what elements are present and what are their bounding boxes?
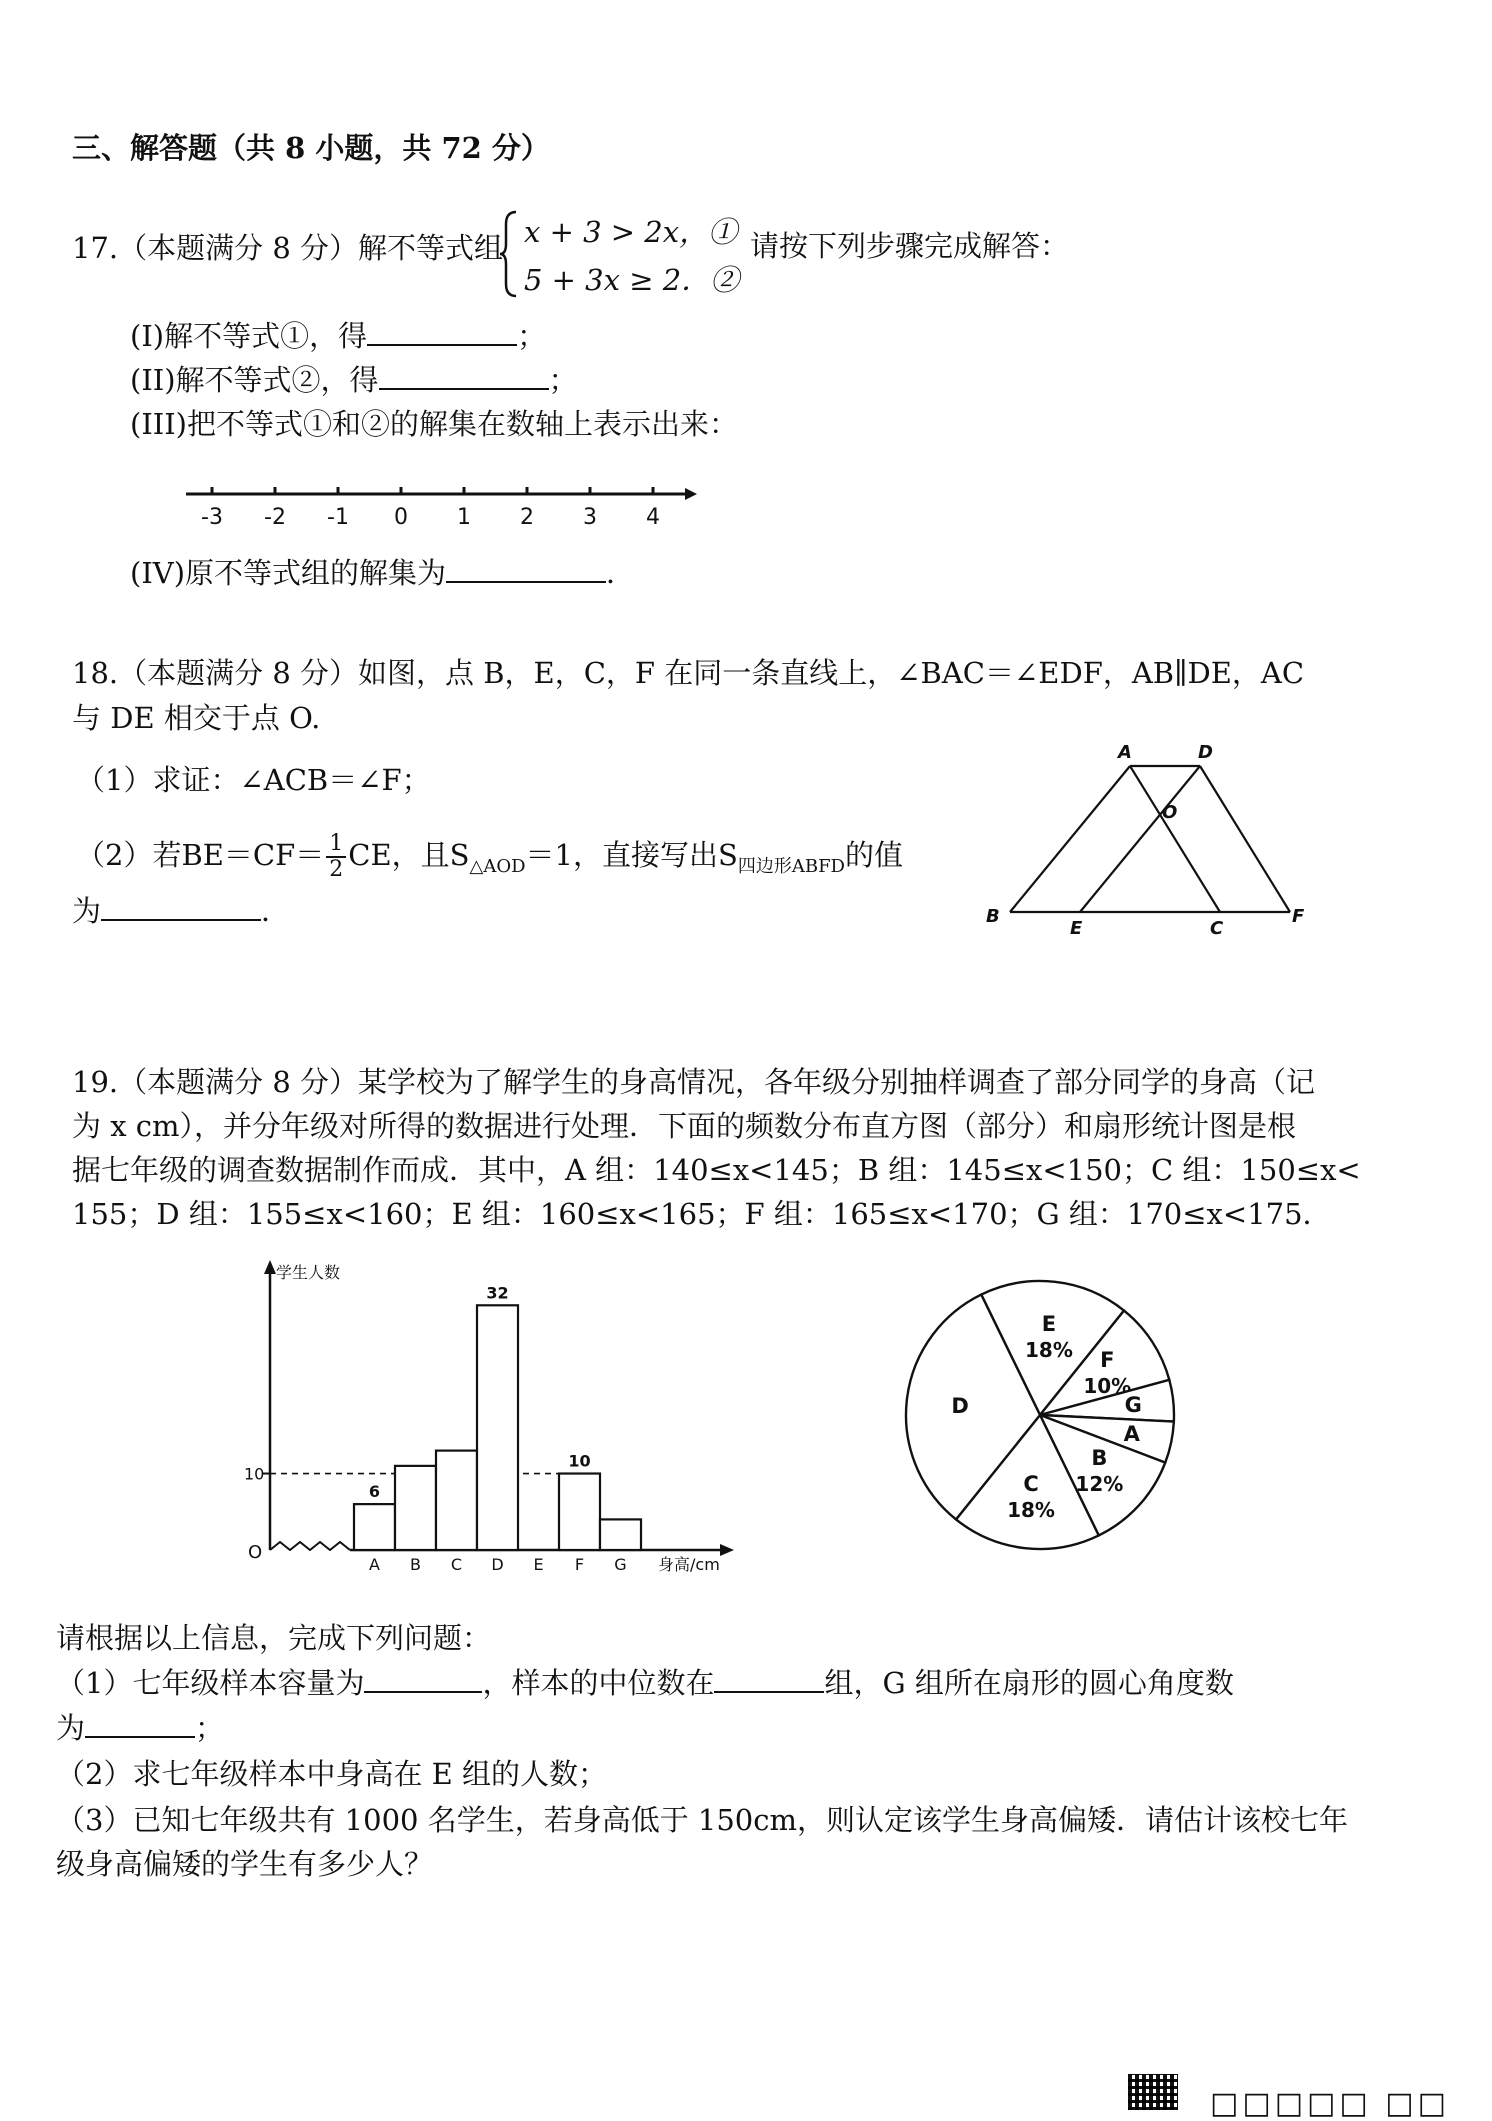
segment-df (1200, 766, 1290, 912)
footer-text: □□□□□ □□ (1210, 2086, 1450, 2121)
pie-slice-label: D (951, 1394, 969, 1419)
histogram-bar (477, 1305, 518, 1550)
answer-blank[interactable] (714, 1690, 824, 1693)
q17-step2: (II)解不等式②，得 ； (130, 363, 578, 397)
answer-blank[interactable] (379, 387, 549, 390)
q18-part2: （2）若BE＝CF＝ $\frac{1}{2}$ CE，且$S_{\triangle AOD}=1$，直接写出$S_{四边形ABFD}$的值 (76, 831, 904, 883)
q18-part2-line2: 为 ． (72, 894, 291, 928)
number-line-arrow (685, 488, 697, 500)
q17-brace (498, 208, 520, 300)
bar-data-label: 6 (368, 1482, 381, 1502)
y-axis-label: 学生人数 (276, 1263, 341, 1282)
q17-eq2: 5 + 3x ≥ 2．② (524, 263, 740, 297)
answer-blank[interactable] (446, 580, 606, 583)
histogram-bar (559, 1474, 600, 1550)
pie-percent-label: 18% (1025, 1338, 1073, 1363)
x-tick-label: C (450, 1555, 463, 1574)
number-line-tick-label: -2 (264, 505, 286, 530)
axis-break (270, 1542, 350, 1550)
geometry-figure (970, 740, 1320, 940)
pie-slice-label: E (1041, 1312, 1057, 1337)
segment-ed (1080, 766, 1200, 912)
q17-step3: (III)把不等式①和②的解集在数轴上表示出来： (130, 407, 738, 441)
x-axis-label: 身高/cm (658, 1555, 720, 1574)
q19-line4: 155；D 组：155≤x<160；E 组：160≤x<165；F 组：165≤x<170；G 组：170≤x<175． (72, 1197, 1332, 1231)
q17-eq1: x + 3 > 2x，① (524, 215, 738, 249)
q17-step1: (I)解不等式①，得 ； (130, 319, 547, 353)
number-line-tick-label: -3 (201, 505, 223, 530)
fraction-half: $\frac{1}{2}$ (326, 832, 346, 882)
answer-blank[interactable] (367, 343, 517, 346)
label-e: E (1070, 918, 1083, 939)
pie-percent-label: 12% (1075, 1472, 1124, 1497)
number-line-tick-label: 0 (394, 505, 408, 530)
q19-line2: 为 x cm），并分年级对所得的数据进行处理．下面的频数分布直方图（部分）和扇形统计图是根 (72, 1109, 1297, 1143)
histogram-bar (395, 1466, 436, 1550)
number-line (180, 478, 700, 538)
x-tick-label: B (410, 1555, 421, 1574)
q19-part2: （2）求七年级样本中身高在 E 组的人数； (56, 1757, 608, 1791)
y-tick-label: 10 (244, 1464, 265, 1484)
bar-data-label: 10 (568, 1451, 591, 1471)
label-b: B (986, 906, 1000, 927)
pie-slice-label: A (1123, 1422, 1140, 1447)
pie-chart (890, 1265, 1190, 1565)
q19-ask: 请根据以上信息，完成下列问题： (56, 1621, 492, 1655)
x-tick-label: F (574, 1555, 585, 1574)
q18-line1: 18.（本题满分 8 分）如图，点 B，E，C，F 在同一条直线上，∠BAC＝∠EDF，AB∥DE，AC (72, 656, 1305, 690)
label-a: A (1118, 742, 1132, 763)
answer-blank[interactable] (101, 918, 261, 921)
pie-slice-label: B (1091, 1446, 1108, 1471)
label-f: F (1292, 906, 1305, 927)
q19-part3-line2: 级身高偏矮的学生有多少人？ (56, 1847, 434, 1881)
q19-part1-line2: 为 ； (56, 1711, 225, 1745)
q18-line2: 与 DE 相交于点 O. (72, 701, 321, 735)
bar-data-label: 32 (486, 1283, 509, 1303)
pie-slice-label: F (1100, 1347, 1115, 1372)
number-line-tick-label: 4 (646, 505, 660, 530)
label-c: C (1210, 918, 1224, 939)
number-line-tick-label: 1 (457, 505, 471, 530)
histogram-bar (600, 1519, 641, 1550)
pie-slice-label: G (1124, 1392, 1142, 1417)
q17-tail: 请按下列步骤完成解答： (750, 229, 1070, 263)
number-line-tick-label: 2 (520, 505, 534, 530)
segment-ab (1010, 766, 1130, 912)
pie-percent-label: 18% (1007, 1497, 1055, 1522)
q17-head: 17.（本题满分 8 分）解不等式组 (72, 231, 504, 265)
x-tick-label: D (491, 1555, 504, 1574)
pie-slice-label: C (1023, 1471, 1039, 1496)
pie-percent-label: 10% (1083, 1373, 1132, 1398)
number-line-tick-label: -1 (327, 505, 349, 530)
section-title: 三、解答题（共 8 小题，共 72 分） (72, 131, 550, 165)
histogram-bar (436, 1451, 477, 1550)
qr-code (1128, 2074, 1178, 2110)
x-axis-arrow (720, 1544, 734, 1556)
histogram-bar (354, 1504, 395, 1550)
q17-step4: (IV)原不等式组的解集为 ． (130, 556, 636, 590)
segment-ac (1130, 766, 1220, 912)
histogram-chart (230, 1250, 750, 1590)
x-tick-label: G (614, 1555, 627, 1574)
x-tick-label: E (533, 1555, 544, 1574)
answer-blank[interactable] (85, 1735, 195, 1738)
answer-blank[interactable] (364, 1690, 482, 1693)
number-line-tick-label: 3 (583, 505, 597, 530)
q19-line3: 据七年级的调查数据制作而成．其中，A 组：140≤x<145；B 组：145≤x<150；C 组：150≤x< (72, 1153, 1361, 1187)
y-axis-arrow (264, 1260, 276, 1274)
q19-part3-line1: （3）已知七年级共有 1000 名学生，若身高低于 150cm，则认定该学生身高偏矮．请估计该校七年 (56, 1803, 1349, 1837)
q18-part1: （1）求证：∠ACB＝∠F； (76, 763, 431, 797)
label-o: O (1162, 802, 1178, 823)
q19-part1: （1）七年级样本容量为 ，样本的中位数在 组，G 组所在扇形的圆心角度数 (56, 1666, 1234, 1700)
origin-label: O (248, 1542, 263, 1563)
label-d: D (1198, 742, 1213, 763)
x-tick-label: A (369, 1555, 380, 1574)
q19-line1: 19.（本题满分 8 分）某学校为了解学生的身高情况，各年级分别抽样调查了部分同学的身高（记 (72, 1065, 1316, 1099)
